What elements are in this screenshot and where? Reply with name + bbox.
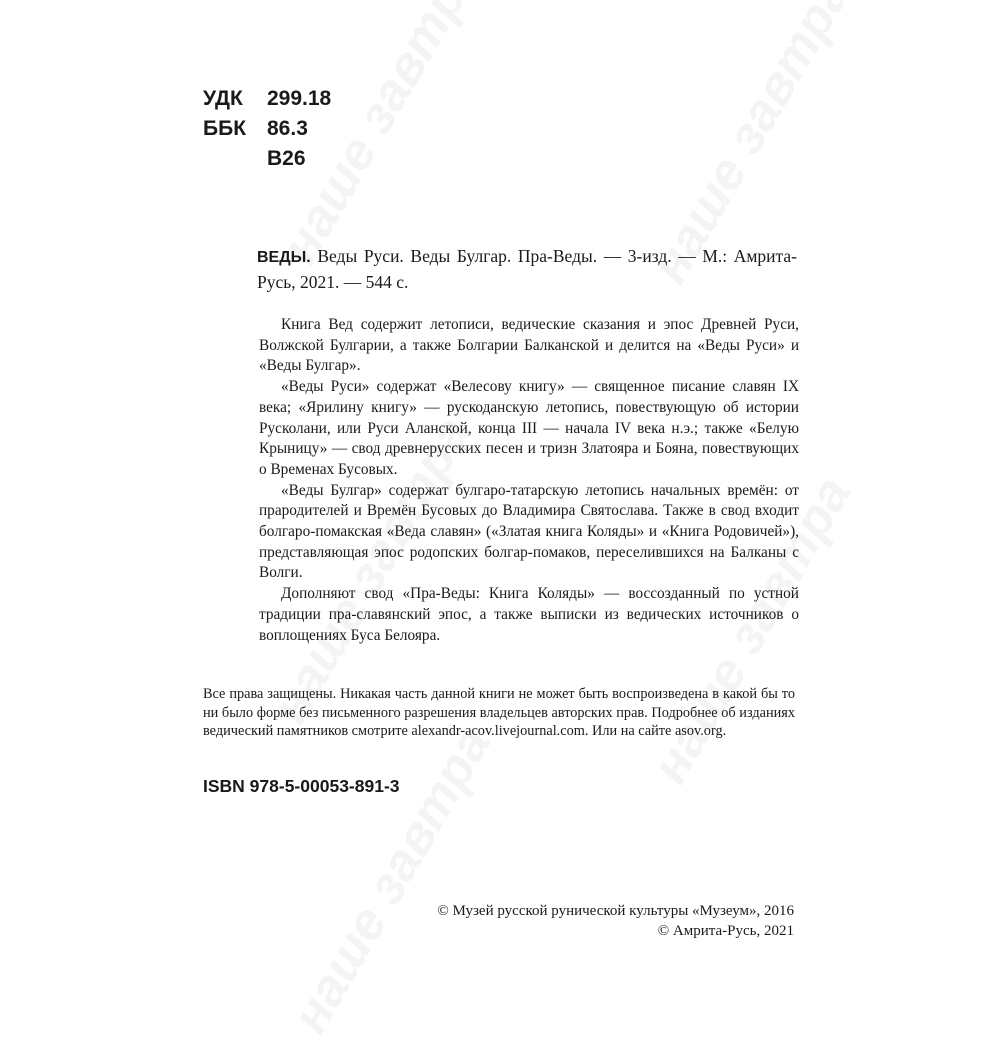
bibliographic-description <box>257 244 797 295</box>
bbk-value: 86.3 <box>267 117 308 140</box>
book-title: ВЕДЫ. <box>257 249 311 266</box>
rights-notice: Все права защищены. Никакая часть данной книги не может быть воспроизведена в какой бы то ни было форме без письменного разрешения владельцев авторских прав. Подробнее об изданиях ведический памятников смотрите alexandr-acov.livejournal.com. Или на сайте asov.org. <box>203 686 795 739</box>
bibliographic-text: Веды Руси. Веды Булгар. Пра-Веды. — 3-изд. — М.: Амрита-Русь, 2021. — 544 с. <box>257 246 798 292</box>
copyright-block <box>437 902 794 941</box>
udk-label: УДК <box>203 87 243 110</box>
bbk-label: ББК <box>203 117 247 140</box>
annotation <box>259 315 799 646</box>
watermark-text <box>280 716 503 1043</box>
annotation-paragraph: «Веды Руси» содержат «Велесову книгу» — священное писание славян IX века; «Ярилину книгу» — рускоданскую летопись, повествующую об истории Русколани, или Руси Аланской, конца III — начала IV века н.э.; также «Белую Крыницу» — свод древнерусских песен и тризн Златояра и Бояна, повествующих о Временах Бусовых. <box>259 378 799 478</box>
udk-value: 299.18 <box>267 87 332 110</box>
annotation-paragraph: Дополняют свод «Пра-Веды: Книга Коляды» — воссозданный по устной традиции пра-славянский эпос, а также выписки из ведических источников о воплощениях Буса Белояра. <box>259 585 799 644</box>
annotation-paragraph: «Веды Булгар» содержат булгаро-татарскую летопись начальных времён: от прародителей и Времён Бусовых до Владимира Святослава. Также в свод входит болгаро-помакская «Веда славян» («Златая книга Коляды» и «Книга Родовичей»), представляющая эпос родопских болгар-помаков, переселившихся на Балканы с Волги. <box>259 481 799 582</box>
classification-block <box>203 84 331 174</box>
author-mark: В26 <box>267 147 306 170</box>
isbn: ISBN 978-5-00053-891-3 <box>203 776 400 796</box>
annotation-paragraph: Книга Вед содержит летописи, ведические сказания и эпос Древней Руси, Волжской Булгарии, а также Болгарии Балканской и делится на «Веды Руси» и «Веды Булгар». <box>259 316 799 375</box>
copyright-line: © Музей русской рунической культуры «Музеум», 2016 <box>437 903 794 919</box>
copyright-line: © Амрита-Русь, 2021 <box>657 922 794 939</box>
